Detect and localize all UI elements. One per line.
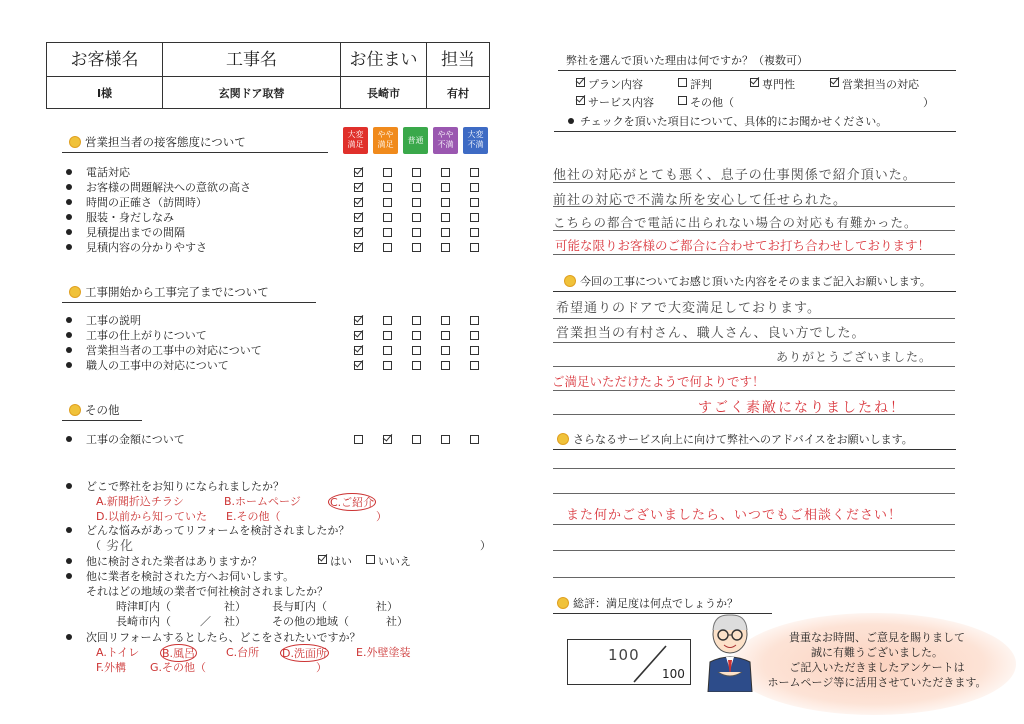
option: D.以前から知っていた [96,510,207,523]
rating-checkbox[interactable] [354,243,363,252]
option-selected: C.ご紹介 [328,493,376,511]
rating-checkbox[interactable] [441,361,450,370]
rating-checkbox[interactable] [354,198,363,207]
question-other-vendors: 他に検討された業者はありますか？ [66,553,262,569]
reason-label: サービス内容 [588,96,654,109]
reason-label: 専門性 [762,78,795,91]
rating-item: 見積内容の分かりやすさ [66,241,207,254]
question-concern: どんな悩みがあってリフォームを検討されましたか？ [66,522,349,538]
section-title-text: 営業担当者の接客態度について [85,135,246,149]
rating-checkbox[interactable] [383,316,392,325]
rating-checkbox[interactable] [441,198,450,207]
rating-checkbox[interactable] [412,198,421,207]
rating-checkbox[interactable] [441,228,450,237]
rating-checkbox[interactable] [470,346,479,355]
handwritten-reason: こちらの都合で電話に出られない場合の対応も有難かった。 [553,215,918,230]
rating-checkbox[interactable] [470,316,479,325]
staff-reply: 可能な限りお客様のご都合に合わせてお打ち合わせしております！ [555,238,931,253]
option: G.その他（ [150,661,207,674]
area-unit: 社） [386,615,408,628]
handwritten-reason: 前社の対応で不満な所を安心して任せられた。 [553,193,848,208]
rating-checkbox[interactable] [412,183,421,192]
rating-checkbox[interactable] [412,331,421,340]
reason-checkbox[interactable] [830,78,839,87]
paren: ） [480,539,491,552]
rating-checkbox[interactable] [412,168,421,177]
header-label: 担当 [427,43,489,77]
section-title-other [70,402,142,418]
reason-label: プラン内容 [588,78,643,91]
rating-checkbox[interactable] [470,361,479,370]
thanks-message: 貴重なお時間、ご意見を賜りまして 誠に有難うございました。 ご記入いただきましたアンケートは ホームページ等に活用させていただきます。 [767,631,987,689]
reason-checkbox[interactable] [678,78,687,87]
header-value: 玄関ドア取替 [218,87,285,100]
score-title: 総評：満足度は何点でしょうか？ [558,595,772,611]
area-label: 長崎市内（ [116,615,171,628]
rating-checkbox[interactable] [470,168,479,177]
rating-checkbox[interactable] [412,243,421,252]
staff-reply: ご満足いただけたようで何よりです！ [552,374,765,389]
header-label: お客様名 [47,43,162,77]
rating-checkbox[interactable] [383,228,392,237]
flower-icon [558,434,568,444]
area-slash: ／ [200,615,211,628]
area-unit: 社） [224,600,246,613]
area-unit: 社） [376,600,398,613]
header-col-address [341,43,427,108]
reason-checkbox[interactable] [576,96,585,105]
rating-checkbox[interactable] [383,243,392,252]
rating-item: 職人の工事中の対応について [66,359,229,372]
header-label: 工事名 [163,43,340,77]
rating-checkbox[interactable] [383,183,392,192]
rating-label: やや 不満 [433,127,458,154]
flower-icon [70,137,80,147]
rating-checkbox[interactable] [354,168,363,177]
header-value: 有村 [447,87,469,100]
rating-checkbox[interactable] [354,316,363,325]
option-selected: B.風呂 [160,644,197,662]
option: B.ホームページ [224,495,301,508]
advice-title: さらなるサービス向上に向けて弊社へのアドバイスをお願いします。 [558,431,956,447]
rating-checkbox[interactable] [383,346,392,355]
rating-checkbox[interactable] [470,228,479,237]
option: C.台所 [226,646,260,659]
section-title-text: 工事開始から工事完了までについて [85,285,269,299]
checkbox-no[interactable] [366,555,375,564]
handwritten-impression: 営業担当の有村さん、職人さん、良い方でした。 [556,326,866,341]
question-how-known: どこで弊社をお知りになられましたか？ [66,478,284,494]
mascot-icon [700,610,760,692]
rating-checkbox[interactable] [412,435,421,444]
rating-checkbox[interactable] [412,213,421,222]
rating-label: 普通 [403,127,428,154]
rating-checkbox[interactable] [470,213,479,222]
label-no: いいえ [378,555,411,568]
score-max: 100 [662,667,685,681]
score-box [567,639,691,685]
rating-checkbox[interactable] [354,331,363,340]
rating-checkbox[interactable] [383,331,392,340]
customer-header-table [46,42,490,109]
label-yes: はい [330,555,352,568]
rating-item: お客様の問題解決への意欲の高さ [66,181,251,194]
rating-checkbox[interactable] [412,316,421,325]
area-label: 時津町内（ [116,600,171,613]
rating-checkbox[interactable] [354,213,363,222]
header-value: 長崎市 [367,87,400,100]
flower-icon [70,405,80,415]
question-next-reform: 次回リフォームするとしたら、どこをされたいですか？ [66,629,360,645]
option: ） [316,661,327,674]
rating-checkbox[interactable] [383,198,392,207]
header-label: お住まい [341,43,426,77]
paren: （ [90,539,101,552]
rating-item: 電話対応 [66,166,130,179]
area-unit: 社） [224,615,246,628]
rating-checkbox[interactable] [470,198,479,207]
section-title-sales [70,134,328,150]
reason-checkbox[interactable] [750,78,759,87]
reason-label: 営業担当の対応 [842,78,919,91]
rating-item: 時間の正確さ（訪問時） [66,196,207,209]
rating-checkbox[interactable] [354,361,363,370]
rating-checkbox[interactable] [441,213,450,222]
rating-checkbox[interactable] [354,435,363,444]
option: A.トイレ [96,646,140,659]
impression-title: 今回の工事についてお感じ頂いた内容をそのままご記入お願いします。 [565,273,956,289]
rating-label: やや 満足 [373,127,398,154]
rating-item: 営業担当者の工事中の対応について [66,344,262,357]
rating-checkbox[interactable] [383,361,392,370]
rating-checkbox[interactable] [470,183,479,192]
rating-checkbox[interactable] [470,435,479,444]
rating-checkbox[interactable] [412,228,421,237]
reason-title: 弊社を選んで頂いた理由は何ですか？（複数可） [566,52,956,68]
rating-checkbox[interactable] [470,331,479,340]
option: A.新聞折込チラシ [96,495,184,508]
section-title-text: その他 [85,403,120,417]
handwritten-reason: 他社の対応がとても悪く、息子の仕事関係で紹介頂いた。 [553,168,917,183]
rating-checkbox[interactable] [383,435,392,444]
reason-label: 評判 [690,78,712,91]
rating-item: 工事の仕上がりについて [66,329,207,342]
reason-checkbox[interactable] [576,78,585,87]
rating-checkbox[interactable] [470,243,479,252]
header-col-work [163,43,341,108]
staff-reply: また何かございましたら、いつでもご相談ください！ [566,508,903,523]
handwritten-score: 100 [608,646,640,664]
reason-label: その他（ [690,96,734,109]
rating-checkbox[interactable] [441,331,450,340]
rating-checkbox[interactable] [441,435,450,444]
rating-checkbox[interactable] [412,346,421,355]
header-col-staff [427,43,489,108]
rating-checkbox[interactable] [441,183,450,192]
option-selected: D.洗面所 [280,644,329,662]
header-value: I様 [96,87,113,100]
rating-label: 大変 不満 [463,127,488,154]
rating-label: 大変 満足 [343,127,368,154]
header-col-customer [47,43,163,108]
flower-icon [565,276,575,286]
option: F.外構 [96,661,127,674]
reason-checkbox[interactable] [678,96,687,105]
handwritten-answer: 劣化 [106,539,135,554]
rating-checkbox[interactable] [441,168,450,177]
rating-checkbox[interactable] [383,168,392,177]
rating-checkbox[interactable] [354,228,363,237]
option: E.外壁塗装 [356,646,411,659]
rating-item: 見積提出までの間隔 [66,226,185,239]
rating-item: 服装・身だしなみ [66,211,174,224]
area-label: その他の地域（ [272,615,349,628]
question-vendor-area: 他に業者を検討された方へお伺いします。 [66,568,294,584]
rating-checkbox[interactable] [354,183,363,192]
handwritten-impression: 希望通りのドアで大変満足しております。 [556,301,821,316]
rating-checkbox[interactable] [383,213,392,222]
rating-checkbox[interactable] [441,316,450,325]
flower-icon [558,598,568,608]
staff-reply: すごく素敵になりましたね！ [698,400,906,416]
rating-item: 工事の金額について [66,433,185,446]
paren: ） [923,96,934,109]
option: E.その他（ [226,510,281,523]
section-title-work [70,284,316,300]
checkbox-yes[interactable] [318,555,327,564]
rating-checkbox[interactable] [412,361,421,370]
handwritten-impression: ありがとうございました。 [776,350,933,364]
flower-icon [70,287,80,297]
rating-checkbox[interactable] [441,243,450,252]
rating-item: 工事の説明 [66,314,141,327]
rating-checkbox[interactable] [354,346,363,355]
area-label: 長与町内（ [272,600,327,613]
reason-note: チェックを頂いた項目について、具体的にお聞かせください。 [568,113,956,129]
option: ） [376,510,387,523]
rating-checkbox[interactable] [441,346,450,355]
question-sub: それはどの地域の業者で何社検討されましたか？ [86,585,328,598]
